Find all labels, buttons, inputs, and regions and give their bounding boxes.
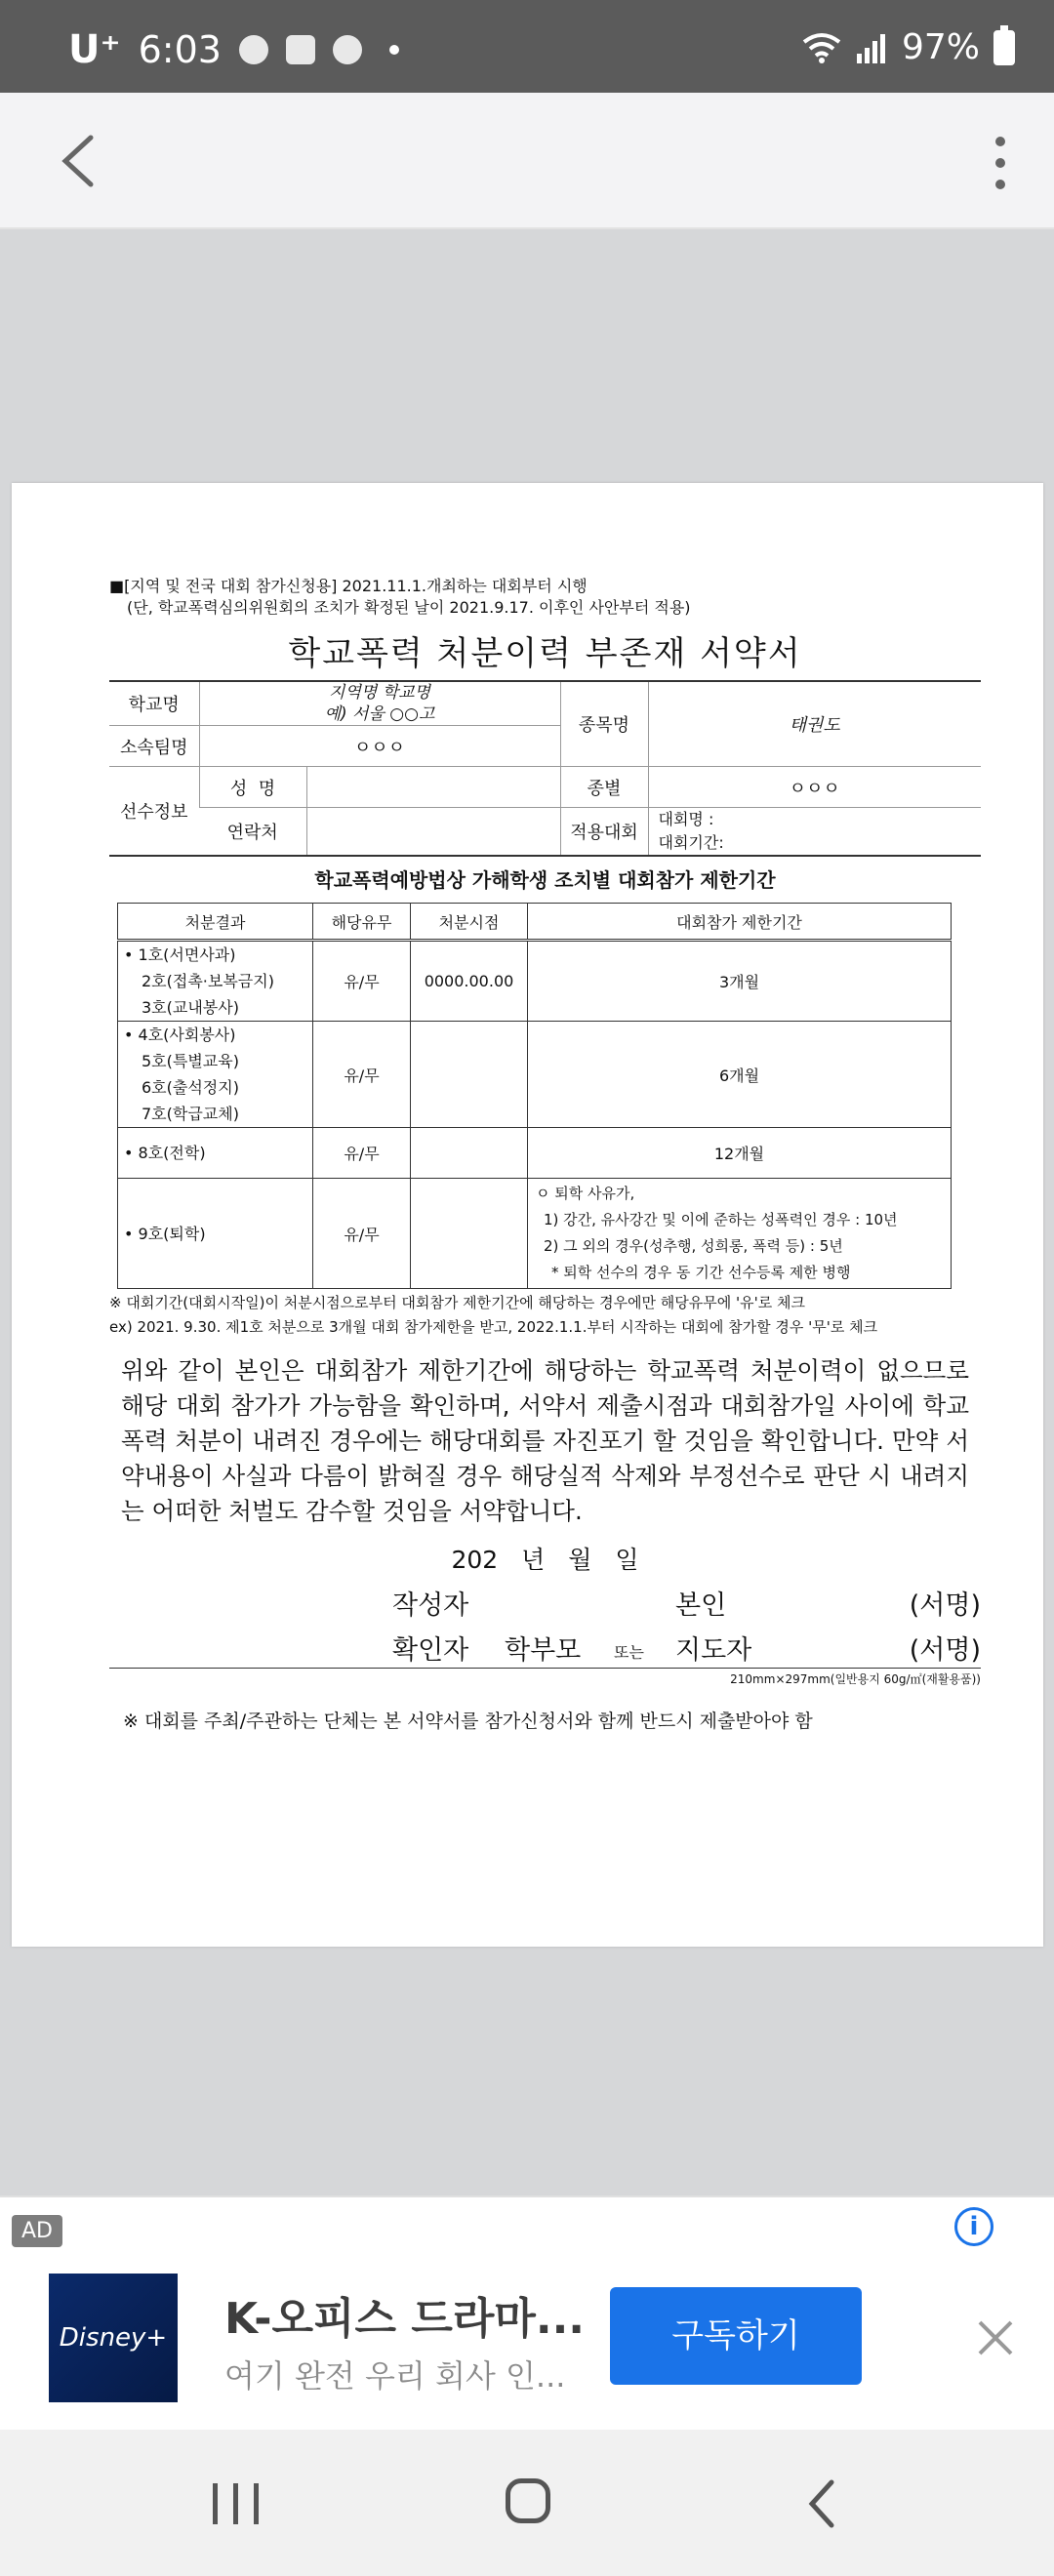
recent-apps-icon[interactable] xyxy=(213,2483,259,2524)
signer-sign: (서명) xyxy=(909,1590,981,1621)
confirmer-parent: 학부모 xyxy=(505,1635,582,1666)
nav-back-icon[interactable] xyxy=(802,2476,841,2531)
ad-title[interactable]: K-오피스 드라마... xyxy=(224,2294,586,2344)
limit-cell: 12개월 xyxy=(528,1128,952,1179)
home-icon[interactable] xyxy=(506,2478,550,2523)
athlete-label: 선수정보 xyxy=(109,767,199,857)
notice-line-2: (단, 학교폭력심의위원회의 조치가 확정된 날이 2021.9.17. 이후인 사안부터 적용) xyxy=(127,598,691,617)
levels-cell xyxy=(118,1128,313,1179)
contact-value xyxy=(306,808,560,857)
team-value: ㅇㅇㅇ xyxy=(199,726,560,767)
subscribe-button[interactable]: 구독하기 xyxy=(610,2287,862,2385)
level-item: • 8호(전학) xyxy=(124,1144,206,1162)
footnote: ※ 대회를 주최/주관하는 단체는 본 서약서를 참가신청서와 함께 반드시 제출받아야 함 xyxy=(123,1711,813,1732)
restriction-table xyxy=(117,903,952,1289)
more-notifications-icon xyxy=(389,45,399,55)
time-cell: 0000.00.00 xyxy=(411,941,528,1022)
date-line: 202 년 월 일 xyxy=(451,1546,639,1574)
battery-icon xyxy=(993,30,1015,65)
level-item: 5호(특별교육) xyxy=(142,1052,239,1070)
name-value xyxy=(306,767,560,808)
restriction-subtitle: 학교폭력예방법상 가해학생 조치별 대회참가 제한기간 xyxy=(314,868,776,892)
time-cell xyxy=(411,1179,528,1289)
competition-value xyxy=(648,808,981,857)
signer-label: 작성자 xyxy=(392,1590,469,1621)
table-row xyxy=(118,1022,952,1128)
document-content xyxy=(109,576,981,1733)
applicable-cell[interactable]: 유/무 xyxy=(313,1179,411,1289)
level-item: • 4호(사회봉사) xyxy=(124,1026,236,1044)
paper-size: 210mm×297mm(일반용지 60g/㎡(재활용품)) xyxy=(730,1672,981,1686)
table-row xyxy=(118,1179,952,1289)
level-item: 2호(접촉·보복금지) xyxy=(142,972,274,990)
limit-cell xyxy=(528,1179,952,1289)
confirmer-coach: 지도자 xyxy=(675,1635,752,1666)
signal-icon xyxy=(855,32,888,63)
notice-line-1: ■[지역 및 전국 대회 참가신청용] 2021.11.1.개최하는 대회부터 시행 xyxy=(109,577,588,595)
team-label: 소속팀명 xyxy=(109,726,199,767)
app-notification-icon xyxy=(286,35,315,64)
competition-period: 대회기간: xyxy=(658,833,724,852)
limit-cell: 3개월 xyxy=(528,941,952,1022)
school-value-line1: 지역명 학교명 xyxy=(329,683,430,703)
status-bar xyxy=(0,0,1054,93)
carrier-label: U⁺ xyxy=(68,27,121,72)
level-item: 7호(학급교체) xyxy=(142,1105,239,1123)
disney-plus-logo[interactable]: Disney+ xyxy=(49,2274,178,2402)
battery-percent: 97% xyxy=(901,27,980,67)
app-bar xyxy=(0,93,1054,229)
wifi-icon xyxy=(802,32,841,63)
school-label: 학교명 xyxy=(109,681,199,726)
competition-name: 대회명 : xyxy=(658,810,714,828)
applicable-cell[interactable]: 유/무 xyxy=(313,1022,411,1128)
school-value xyxy=(199,681,560,726)
school-value-line2: 예) 서울 ○○고 xyxy=(324,704,435,724)
ad-info-icon[interactable]: i xyxy=(954,2207,993,2246)
more-options-icon[interactable] xyxy=(991,137,1010,195)
confirmer-label: 확인자 xyxy=(392,1635,469,1666)
level-item: • 1호(서면사과) xyxy=(124,946,236,964)
divider xyxy=(109,1668,981,1669)
sport-value: 태권도 xyxy=(648,681,981,767)
signer-row xyxy=(109,1576,981,1621)
event-value: ㅇㅇㅇ xyxy=(648,767,981,808)
clock: 6:03 xyxy=(138,28,222,71)
levels-cell xyxy=(118,1022,313,1128)
limit-line: 1) 강간, 유사강간 및 이에 준하는 성폭력인 경우 : 10년 xyxy=(544,1211,898,1228)
system-nav-bar xyxy=(0,2430,1054,2576)
table-row xyxy=(118,1128,952,1179)
applicable-cell[interactable]: 유/무 xyxy=(313,1128,411,1179)
event-label: 종별 xyxy=(560,767,648,808)
signer-value: 본인 xyxy=(675,1590,727,1621)
limit-cell: 6개월 xyxy=(528,1022,952,1128)
contact-label: 연락처 xyxy=(199,808,306,857)
limit-line: * 퇴학 선수의 경우 동 기간 선수등록 제한 병행 xyxy=(551,1264,851,1281)
col-header-applicable: 해당유무 xyxy=(313,904,411,941)
level-item: • 9호(퇴학) xyxy=(124,1224,206,1243)
level-item: 3호(교내봉사) xyxy=(142,998,239,1017)
time-cell xyxy=(411,1128,528,1179)
ad-label: AD xyxy=(12,2215,62,2247)
name-label: 성 명 xyxy=(199,767,306,808)
info-form-table xyxy=(109,680,981,857)
translate-icon xyxy=(333,35,362,64)
ad-banner[interactable] xyxy=(0,2195,1054,2430)
note-2: ex) 2021. 9.30. 제1호 처분으로 3개월 대회 참가제한을 받고, 2022.1.1.부터 시작하는 대회에 참가할 경우 '무'로 체크 xyxy=(109,1318,878,1336)
levels-cell xyxy=(118,941,313,1022)
pledge-text: 위와 같이 본인은 대회참가 제한기간에 해당하는 학교폭력 처분이력이 없으므로 해당 대회 참가가 가능함을 확인하며, 서약서 제출시점과 대회참가일 사이에 학교폭력 처분이 내려진 경우에는 해당대회를 자진포기 할 것임을 확인합니다. 만약 서약내용이 사실과 다름이 밝혀질 경우 해당실적 삭제와 부정선수로 판단 시 내려지는 어떠한 처벌도 감수할 것임을 서약합니다. xyxy=(121,1356,969,1525)
competition-label: 적용대회 xyxy=(560,808,648,857)
back-arrow-icon[interactable] xyxy=(54,132,102,190)
col-header-time: 처분시점 xyxy=(411,904,528,941)
confirmer-sign: (서명) xyxy=(909,1635,981,1666)
confirmer-or: 또는 xyxy=(614,1643,644,1662)
limit-line: 2) 그 외의 경우(성추행, 성희롱, 폭력 등) : 5년 xyxy=(544,1237,843,1255)
confirmer-row xyxy=(109,1621,981,1666)
table-row xyxy=(118,941,952,1022)
time-cell xyxy=(411,1022,528,1128)
applicable-cell[interactable]: 유/무 xyxy=(313,941,411,1022)
limit-line: ㅇ 퇴학 사유가, xyxy=(536,1185,635,1202)
sport-label: 종목명 xyxy=(560,681,648,767)
ad-subtitle[interactable]: 여기 완전 우리 회사 인... xyxy=(224,2357,566,2395)
note-1: ※ 대회기간(대회시작일)이 처분시점으로부터 대회참가 제한기간에 해당하는 경우에만 해당유무에 '유'로 체크 xyxy=(109,1294,805,1311)
document-title: 학교폭력 처분이력 부존재 서약서 xyxy=(288,634,802,673)
close-icon[interactable] xyxy=(974,2316,1017,2359)
col-header-limit: 대회참가 제한기간 xyxy=(528,904,952,941)
levels-cell xyxy=(118,1179,313,1289)
accessibility-icon xyxy=(239,35,268,64)
document-page xyxy=(12,483,1043,1947)
level-item: 6호(출석정지) xyxy=(142,1078,239,1097)
col-header-result: 처분결과 xyxy=(118,904,313,941)
